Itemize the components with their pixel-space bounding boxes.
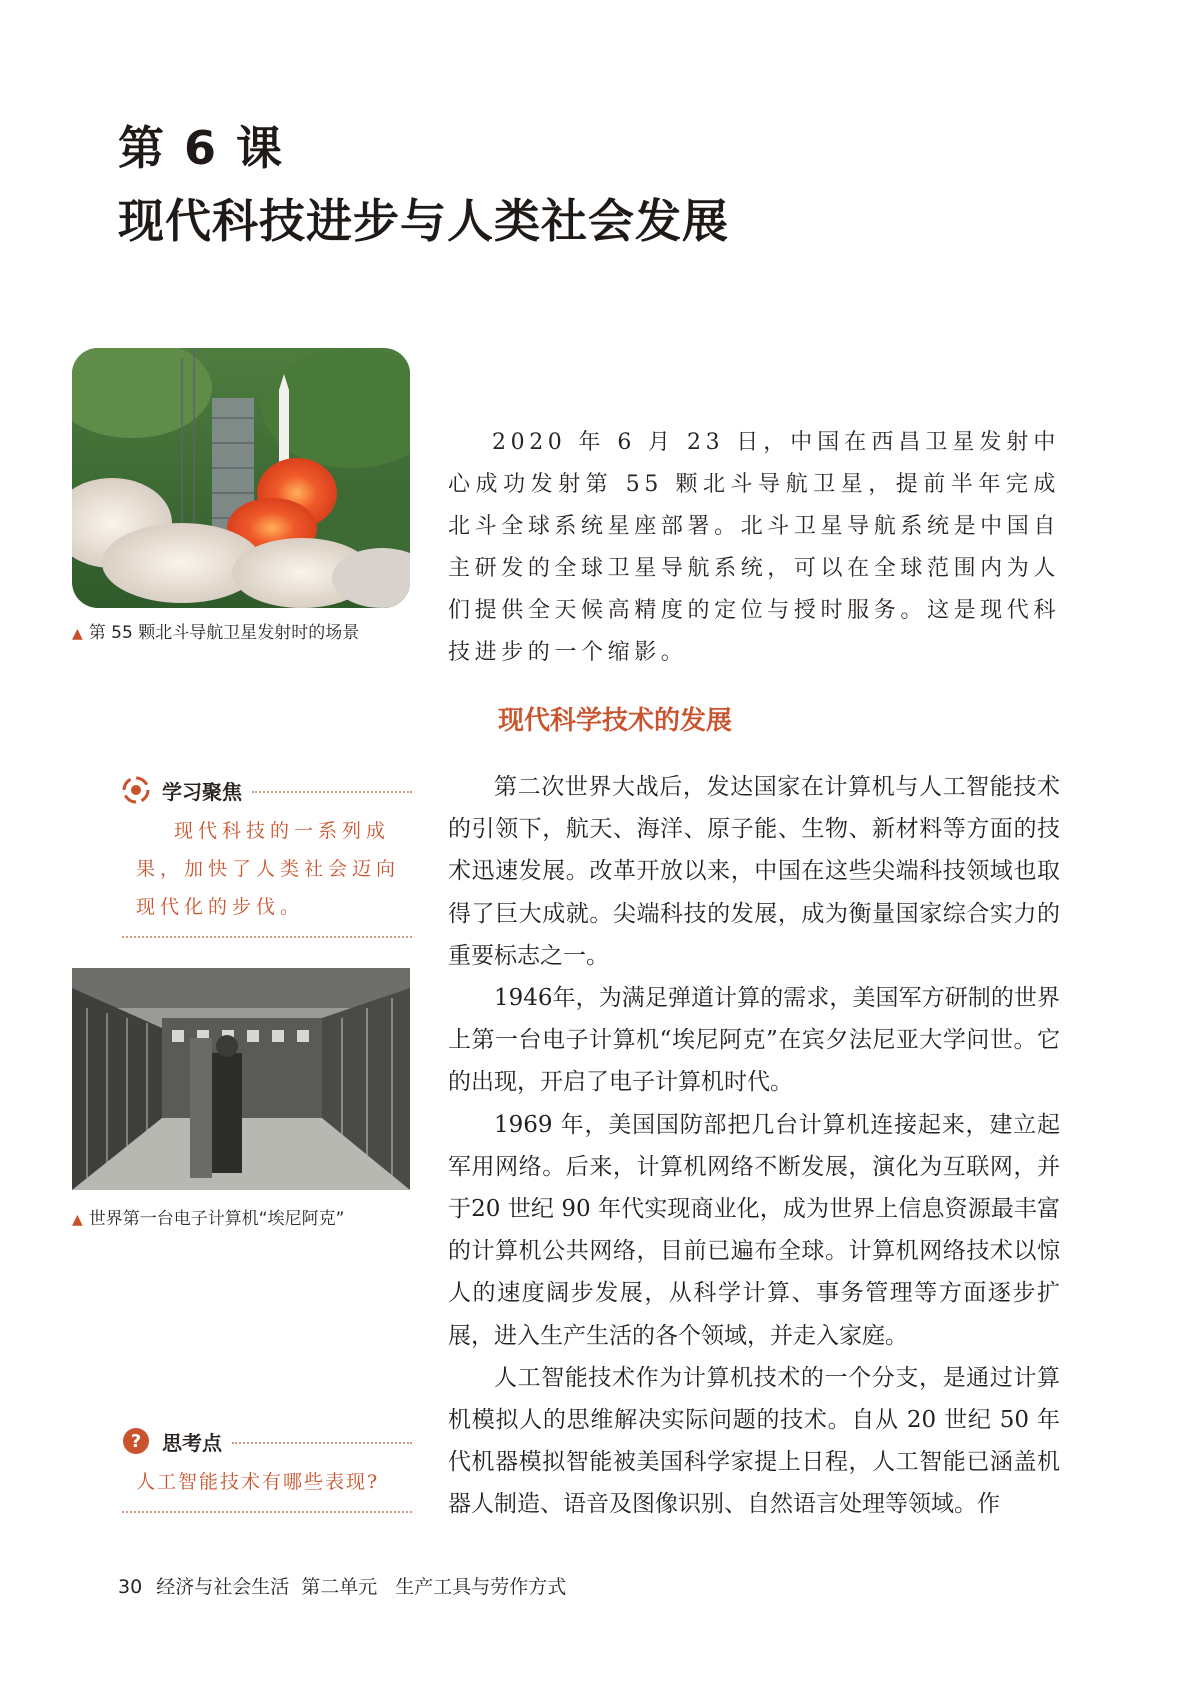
intro-text: 2020 年 6 月 23 日，中国在西昌卫星发射中心成功发射第 55 颗北斗导航卫星，提前半年完成北斗全球系统星座部署。北斗卫星导航系统是中国自主研发的全球卫星导航系统，可以在全球范围内为人们提供全天候高精度的定位与授时服务。这是现代科技进步的一个缩影。 (448, 430, 1060, 665)
rocket-launch-photo (72, 348, 410, 608)
rocket-caption-text: 第 55 颗北斗导航卫星发射时的场景 (88, 623, 360, 643)
dotted-divider (232, 1442, 412, 1444)
body-paragraph: 1946年，为满足弹道计算的需求，美国军方研制的世界上第一台电子计算机“埃尼阿克”在宾夕法尼亚大学问世。它的出现，开启了电子计算机时代。 (448, 985, 1060, 1096)
target-icon (122, 776, 150, 804)
dotted-divider (122, 1511, 412, 1513)
study-focus-box (122, 774, 412, 938)
caption-triangle-icon: ▲ (72, 1212, 83, 1228)
dotted-divider (252, 791, 412, 793)
unit-title: 生产工具与劳作方式 (395, 1576, 567, 1598)
eniac-caption-text: 世界第一台电子计算机“埃尼阿克” (88, 1209, 345, 1229)
page-number: 30 (118, 1576, 143, 1598)
caption-triangle-icon: ▲ (72, 626, 83, 642)
intro-paragraph (448, 422, 1060, 674)
svg-text:?: ? (130, 1431, 142, 1452)
dotted-divider (122, 936, 412, 938)
eniac-photo-caption (72, 1204, 344, 1229)
main-body (448, 766, 1060, 1526)
question-icon (122, 1427, 150, 1455)
unit-label: 第二单元 (301, 1576, 378, 1598)
think-point-box (122, 1425, 412, 1513)
book-title: 经济与社会生活 (156, 1576, 290, 1598)
study-focus-label: 学习聚焦 (162, 779, 242, 804)
body-paragraph: 1969 年，美国国防部把几台计算机连接起来，建立起军用网络。后来，计算机网络不断发展，演化为互联网，并于20 世纪 90 年代实现商业化，成为世界上信息资源最丰富的计算机公共网络，目前已遍布全球。计算机网络技术以惊人的速度阔步发展，从科学计算、事务管理等方面逐步扩展，进入生产生活的各个领域，并走入家庭。 (448, 1111, 1060, 1349)
body-paragraph: 人工智能技术作为计算机技术的一个分支，是通过计算机模拟人的思维解决实际问题的技术。自从 20 世纪 50 年代机器模拟智能被美国科学家提上日程，人工智能已涵盖机器人制造、语音及图像识别、自然语言处理等领域。作 (448, 1364, 1060, 1518)
page-footer (118, 1572, 566, 1599)
study-focus-text: 现代科技的一系列成果，加快了人类社会迈向现代化的步伐。 (136, 820, 401, 918)
lesson-title: 现代科技进步与人类社会发展 (118, 194, 729, 248)
lesson-number: 第 6 课 (118, 121, 285, 175)
think-point-text: 人工智能技术有哪些表现? (136, 1471, 380, 1493)
study-focus-header (122, 774, 412, 806)
think-point-label: 思考点 (162, 1430, 222, 1455)
section-heading: 现代科学技术的发展 (498, 706, 733, 736)
body-paragraph: 第二次世界大战后，发达国家在计算机与人工智能技术的引领下，航天、海洋、原子能、生物、新材料等方面的技术迅速发展。改革开放以来，中国在这些尖端科技领域也取得了巨大成就。尖端科技的发展，成为衡量国家综合实力的重要标志之一。 (448, 774, 1060, 969)
think-point-header (122, 1425, 412, 1457)
eniac-photo (72, 968, 410, 1190)
rocket-photo-caption (72, 618, 359, 643)
